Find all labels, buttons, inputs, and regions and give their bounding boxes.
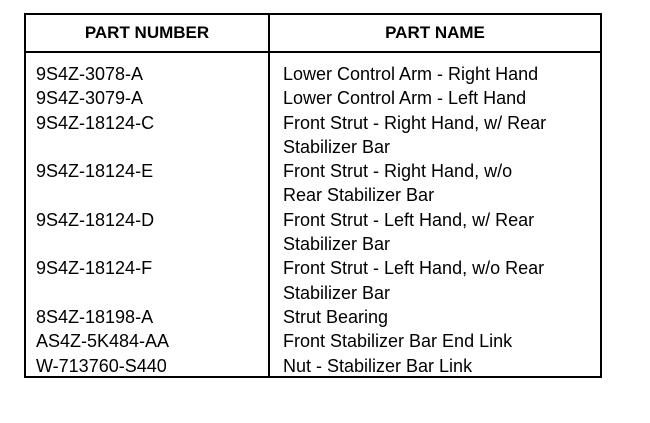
part-number-column [36,62,169,378]
part-number-cell: AS4Z-5K484-AA [36,331,170,352]
header-part-name: PART NAME [385,23,485,42]
part-number-cell: 9S4Z-3079-A [36,88,144,109]
column-divider [268,15,270,376]
part-name-column [283,62,546,378]
part-number-cell: 9S4Z-18124-E [36,161,154,182]
part-name-cell-continued: Stabilizer Bar [283,234,391,255]
part-name-cell-continued: Stabilizer Bar [283,136,391,157]
part-number-cell: 8S4Z-18198-A [36,306,154,327]
part-name-cell: Lower Control Arm - Right Hand [283,64,539,84]
part-name-cell: Front Strut - Left Hand, w/ Rear [283,209,535,230]
part-name-cell: Lower Control Arm - Left Hand [283,88,527,109]
part-name-cell: Nut - Stabilizer Bar Link [283,355,473,376]
part-name-cell: Front Stabilizer Bar End Link [283,331,513,352]
part-number-cell: W-713760-S440 [36,355,167,376]
part-name-cell: Strut Bearing [283,306,389,327]
part-name-cell-continued: Stabilizer Bar [283,282,391,303]
part-name-cell: Front Strut - Right Hand, w/o [283,161,513,182]
part-number-cell: 9S4Z-18124-F [36,258,153,279]
part-number-cell: 9S4Z-18124-D [36,209,155,230]
header-part-number: PART NUMBER [84,23,210,42]
part-number-cell: 9S4Z-18124-C [36,112,155,133]
part-name-cell-continued: Rear Stabilizer Bar [283,185,435,206]
part-name-cell: Front Strut - Right Hand, w/ Rear [283,112,547,133]
part-name-cell: Front Strut - Left Hand, w/o Rear [283,258,545,279]
header-divider [26,51,600,53]
part-number-cell: 9S4Z-3078-A [36,64,144,84]
parts-table [24,13,602,378]
